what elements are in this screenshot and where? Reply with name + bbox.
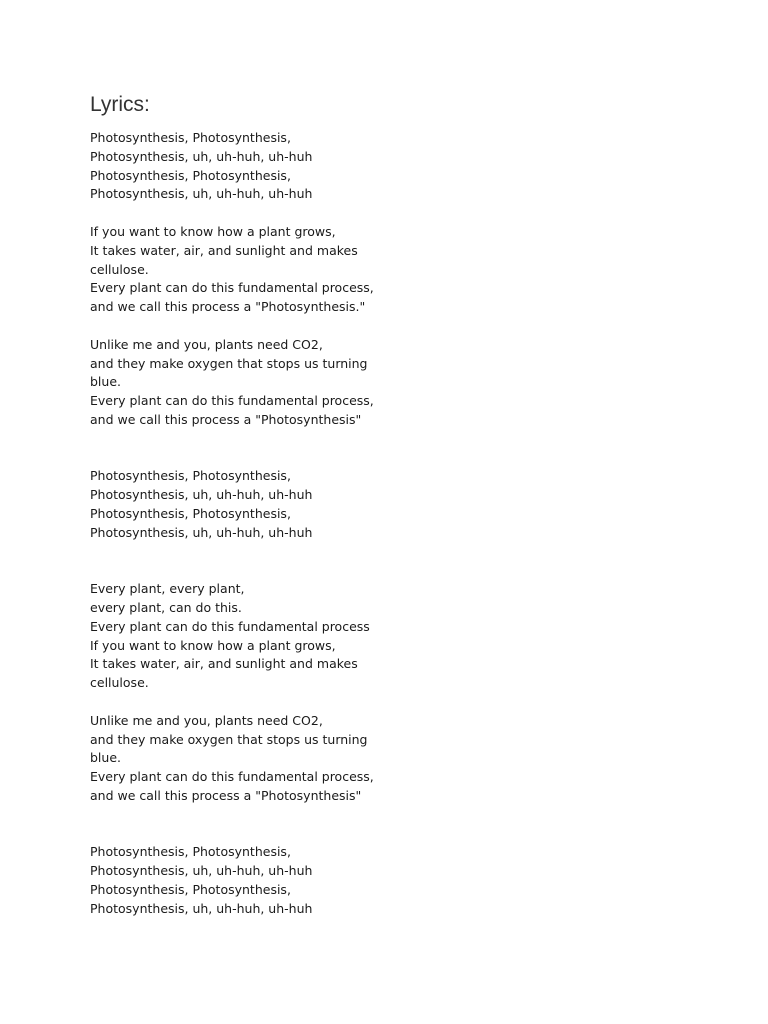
lyric-line: and we call this process a "Photosynthesis" (90, 787, 362, 803)
lyric-line: Photosynthesis, uh, uh-huh, uh-huh (90, 186, 313, 202)
stanza-spacer (90, 693, 360, 712)
stanza-verse-4 (90, 712, 374, 806)
stanza-spacer (90, 204, 360, 223)
stanza-verse-1 (90, 223, 374, 317)
lyric-line: and they make oxygen that stops us turning (90, 355, 368, 371)
lyric-line: Unlike me and you, plants need CO2, (90, 712, 323, 728)
lyric-line: Photosynthesis, Photosynthesis, (90, 844, 291, 860)
lyric-line: Every plant, every plant, (90, 581, 245, 597)
lyrics-body (90, 129, 374, 918)
lyric-line: Photosynthesis, uh, uh-huh, uh-huh (90, 524, 313, 540)
lyric-line: Every plant can do this fundamental process, (90, 393, 374, 409)
lyric-line: every plant, can do this. (90, 599, 242, 615)
lyric-line: and they make oxygen that stops us turning (90, 731, 368, 747)
lyric-line: cellulose. (90, 261, 149, 277)
lyric-line: It takes water, air, and sunlight and makes (90, 656, 358, 672)
stanza-spacer (90, 543, 360, 581)
stanza-verse-2 (90, 336, 374, 430)
lyric-line: It takes water, air, and sunlight and makes (90, 242, 358, 258)
lyric-line: Unlike me and you, plants need CO2, (90, 336, 323, 352)
lyric-line: blue. (90, 750, 121, 766)
lyric-line: and we call this process a "Photosynthesis" (90, 411, 362, 427)
page-title: Lyrics: (90, 93, 150, 116)
lyric-line: Photosynthesis, uh, uh-huh, uh-huh (90, 900, 313, 916)
stanza-chorus-3 (90, 843, 360, 918)
lyric-line: Photosynthesis, uh, uh-huh, uh-huh (90, 487, 313, 503)
stanza-chorus-1 (90, 129, 360, 204)
lyric-line: Every plant can do this fundamental process (90, 618, 370, 634)
lyric-line: Every plant can do this fundamental process, (90, 769, 374, 785)
lyric-line: Photosynthesis, uh, uh-huh, uh-huh (90, 863, 313, 879)
lyric-line: Photosynthesis, Photosynthesis, (90, 130, 291, 145)
lyric-line: If you want to know how a plant grows, (90, 223, 336, 239)
lyric-line: Photosynthesis, Photosynthesis, (90, 881, 291, 897)
lyric-line: Photosynthesis, uh, uh-huh, uh-huh (90, 148, 313, 164)
stanza-spacer (90, 430, 360, 468)
stanza-verse-3 (90, 580, 370, 693)
stanza-spacer (90, 806, 360, 844)
lyric-line: Photosynthesis, Photosynthesis, (90, 505, 291, 521)
lyric-line: and we call this process a "Photosynthesis." (90, 299, 366, 315)
lyric-line: cellulose. (90, 675, 149, 691)
lyric-line: Every plant can do this fundamental process, (90, 280, 374, 296)
stanza-spacer (90, 317, 360, 336)
stanza-chorus-2 (90, 467, 360, 542)
lyric-line: Photosynthesis, Photosynthesis, (90, 468, 291, 484)
lyric-line: Photosynthesis, Photosynthesis, (90, 167, 291, 183)
lyric-line: blue. (90, 374, 121, 390)
lyric-line: If you want to know how a plant grows, (90, 637, 336, 653)
